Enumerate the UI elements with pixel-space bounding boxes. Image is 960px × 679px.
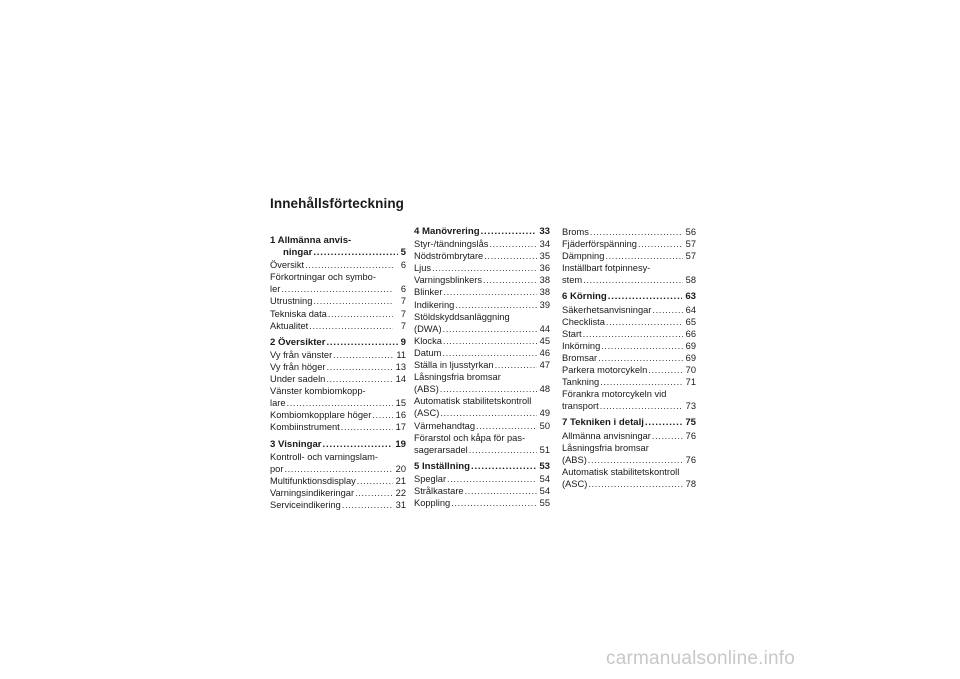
toc-entry-title: Vy från höger [270, 361, 326, 372]
toc-entry-title: Översikt [270, 260, 305, 271]
toc-page-number: 69 [685, 340, 696, 351]
toc-entry-stalla-in-ljusstyrkan[interactable] [414, 359, 550, 371]
toc-entry-varningsindikeringar[interactable] [270, 487, 406, 499]
toc-page-number: 54 [539, 473, 550, 484]
dot-leader [588, 454, 683, 466]
toc-entry-por[interactable] [270, 463, 406, 475]
dot-leader [284, 463, 392, 475]
toc-entry-title: Multifunktionsdisplay [270, 475, 356, 486]
toc-section-3-visningar[interactable] [270, 439, 406, 451]
dot-leader [451, 497, 536, 509]
toc-page-number: 63 [685, 291, 696, 303]
toc-page-number: 34 [539, 239, 550, 250]
toc-page-number: 7 [400, 296, 406, 307]
dot-leader [645, 417, 682, 429]
toc-entry-abs[interactable] [562, 454, 696, 466]
toc-entry-title: 3 Visningar [270, 438, 322, 450]
toc-entry-parkera-motorcykeln[interactable] [562, 364, 696, 376]
toc-entry-dwa[interactable] [414, 323, 550, 335]
dot-leader [600, 376, 682, 388]
toc-page-number: 39 [539, 299, 550, 310]
toc-page-number: 20 [395, 463, 406, 474]
dot-leader [357, 475, 393, 487]
dot-leader [476, 420, 537, 432]
toc-entry-title: Utrustning [270, 296, 313, 307]
toc-page-number: 69 [685, 352, 696, 363]
toc-entry-kombiomkopplare-hoger[interactable] [270, 409, 406, 421]
toc-page-number: 58 [685, 275, 696, 286]
toc-entry-title: sagerarsadel [414, 444, 468, 455]
dot-leader [326, 337, 397, 349]
toc-entry-klocka[interactable] [414, 335, 550, 347]
toc-page-number: 71 [685, 377, 696, 388]
dot-leader [443, 323, 537, 335]
toc-entry-title: Vy från vänster [270, 349, 333, 360]
toc-entry-title: Allmänna anvisningar [562, 430, 651, 441]
toc-entry-title: Blinker [414, 287, 443, 298]
toc-entry-title: por [270, 463, 284, 474]
toc-page-number: 5 [400, 247, 406, 259]
toc-line-lasningsfria-bromsar: Låsningsfria bromsar [414, 372, 501, 383]
toc-entry-multifunktionsdisplay[interactable] [270, 475, 406, 487]
toc-page-number: 64 [685, 304, 696, 315]
toc-entry-indikering[interactable] [414, 299, 550, 311]
toc-page-number: 51 [539, 444, 550, 455]
dot-leader [483, 274, 537, 286]
toc-page-number: 9 [400, 336, 406, 348]
toc-entry-title: Säkerhetsanvisningar [562, 304, 652, 315]
toc-entry-title: Ljus [414, 263, 432, 274]
toc-entry-varningsblinkers[interactable] [414, 274, 550, 286]
toc-entry-title: Varningsblinkers [414, 275, 483, 286]
toc-page-number: 6 [400, 260, 406, 271]
toc-entry-title: Fjäderförspänning [562, 239, 637, 250]
toc-column-3 [562, 226, 696, 490]
dot-leader [447, 473, 537, 485]
dot-leader [440, 383, 537, 395]
dot-leader [484, 250, 536, 262]
toc-page-number: 6 [400, 284, 406, 295]
toc-page-number: 36 [539, 263, 550, 274]
toc-entry-title: Nödströmbrytare [414, 251, 484, 262]
toc-section-4-manovrering[interactable] [414, 226, 550, 238]
toc-entry-koppling[interactable] [414, 497, 550, 509]
toc-section-5-installning[interactable] [414, 461, 550, 473]
dot-leader [287, 397, 393, 409]
toc-entry-title: Styr-/tändningslås [414, 239, 489, 250]
toc-entry-ljus[interactable] [414, 262, 550, 274]
toc-line-automatisk-stabilitetskontroll: Automatisk stabilitetskontroll [414, 396, 532, 407]
dot-leader [489, 238, 536, 250]
toc-entry-title: Serviceindikering [270, 499, 341, 510]
toc-page-number: 70 [685, 365, 696, 376]
toc-entry-title: 6 Körning [562, 291, 607, 303]
toc-page-number: 65 [685, 316, 696, 327]
toc-entry-abs[interactable] [414, 383, 550, 395]
watermark: carmanualsonline.info [606, 648, 796, 669]
toc-entry-title: Inkörning [562, 340, 601, 351]
toc-page-number: 76 [685, 430, 696, 441]
toc-page-number: 15 [395, 398, 406, 409]
dot-leader [608, 291, 683, 303]
toc-entry-inkorning[interactable] [562, 340, 696, 352]
toc-entry-title: 5 Inställning [414, 460, 470, 472]
dot-leader [440, 407, 536, 419]
toc-entry-broms[interactable] [562, 226, 696, 238]
toc-page-number: 57 [685, 251, 696, 262]
dot-leader [305, 259, 393, 271]
toc-line-vanster-kombiomkopp: Vänster kombiomkopp- [270, 386, 366, 397]
dot-leader [309, 320, 393, 332]
toc-entry-bromsar[interactable] [562, 352, 696, 364]
dot-leader [465, 485, 537, 497]
toc-entry-title: Aktualitet [270, 320, 309, 331]
toc-page-number: 11 [396, 349, 406, 360]
toc-entry-title: (ASC) [562, 478, 588, 489]
toc-page-number: 19 [395, 438, 406, 450]
toc-page-number: 56 [685, 227, 696, 237]
toc-page-number: 7 [400, 320, 406, 331]
toc-column-2 [414, 226, 550, 509]
toc-entry-dampning[interactable] [562, 250, 696, 262]
dot-leader [652, 304, 682, 316]
dot-leader [355, 487, 393, 499]
toc-entry-title: Kombiinstrument [270, 422, 340, 433]
toc-entry-vy-fran-vanster[interactable] [270, 349, 406, 361]
toc-page-number: 75 [685, 417, 696, 429]
toc-page-number: 76 [685, 454, 696, 465]
dot-leader [333, 349, 393, 361]
toc-entry-title: Checklista [562, 316, 605, 327]
toc-entry-vy-fran-hoger[interactable] [270, 361, 406, 373]
dot-leader [443, 335, 537, 347]
toc-entry-kombiinstrument[interactable] [270, 421, 406, 433]
toc-page-number: 46 [539, 347, 550, 358]
toc-entry-tekniska-data[interactable] [270, 308, 406, 320]
toc-entry-title: Koppling [414, 498, 451, 509]
dot-leader [605, 250, 682, 262]
toc-page-number: 48 [539, 384, 550, 395]
toc-entry-nodstrombrytare[interactable] [414, 250, 550, 262]
toc-page-number: 13 [395, 361, 406, 372]
toc-page-number: 49 [539, 408, 550, 419]
toc-entry-title: Dämpning [562, 251, 605, 262]
toc-page-number: 31 [395, 499, 406, 510]
toc-entry-asc[interactable] [562, 478, 696, 490]
toc-entry-title: (ABS) [562, 454, 587, 465]
toc-line-lasningsfria-bromsar: Låsningsfria bromsar [562, 442, 649, 453]
dot-leader [481, 226, 537, 238]
toc-page-number: 73 [685, 401, 696, 412]
dot-leader [648, 364, 682, 376]
toc-entry-asc[interactable] [414, 407, 550, 419]
dot-leader [588, 478, 682, 490]
toc-page-number: 35 [539, 251, 550, 262]
toc-page-number: 33 [539, 226, 550, 237]
toc-entry-stralkastare[interactable] [414, 485, 550, 497]
toc-entry-title: Värmehandtag [414, 420, 475, 431]
toc-entry-sakerhetsanvisningar[interactable] [562, 304, 696, 316]
dot-leader [313, 247, 397, 259]
toc-entry-stem[interactable] [562, 274, 696, 286]
toc-page-number: 22 [395, 487, 406, 498]
toc-line-forarstol-och-kapa-for-pas: Förarstol och kåpa för pas- [414, 432, 526, 443]
toc-entry-utrustning[interactable] [270, 295, 406, 307]
toc-section-6-korning[interactable] [562, 291, 696, 303]
toc-entry-title: Under sadeln [270, 374, 326, 385]
dot-leader [583, 274, 683, 286]
toc-page-number: 47 [539, 360, 550, 371]
toc-entry-title: stem [562, 275, 583, 286]
dot-leader [590, 226, 683, 238]
toc-entry-title: 4 Manövrering [414, 226, 480, 237]
toc-entry-title: Speglar [414, 473, 447, 484]
toc-entry-varmehandtag[interactable] [414, 420, 550, 432]
toc-entry-start[interactable] [562, 328, 696, 340]
toc-entry-title: Tankning [562, 377, 600, 388]
toc-entry-title: Bromsar [562, 352, 598, 363]
toc-page-number: 45 [539, 335, 550, 346]
toc-entry-blinker[interactable] [414, 286, 550, 298]
toc-page-number: 57 [685, 239, 696, 250]
toc-entry-title: (ABS) [414, 384, 439, 395]
toc-entry-title: 2 Översikter [270, 336, 326, 348]
toc-page-number: 17 [395, 422, 406, 433]
toc-page-number: 54 [539, 485, 550, 496]
toc-entry-ler[interactable] [270, 283, 406, 295]
toc-entry-allmanna-anvisningar[interactable] [562, 430, 696, 442]
dot-leader [328, 308, 393, 320]
toc-entry-datum[interactable] [414, 347, 550, 359]
toc-entry-title: Broms [562, 227, 589, 237]
toc-entry-title: lare [270, 398, 286, 409]
toc-page-number: 7 [400, 308, 406, 319]
toc-page-number: 53 [539, 460, 550, 472]
toc-line-forkortningar-och-symbo: Förkortningar och symbo- [270, 272, 376, 283]
dot-leader [443, 286, 536, 298]
dot-leader [598, 352, 683, 364]
toc-page-number: 78 [685, 478, 696, 489]
dot-leader [326, 373, 392, 385]
toc-column-1 [270, 235, 406, 511]
toc-entry-sagerarsadel[interactable] [414, 444, 550, 456]
toc-entry-checklista[interactable] [562, 316, 696, 328]
toc-line-kontroll-och-varningslam: Kontroll- och varningslam- [270, 451, 378, 462]
dot-leader [583, 328, 683, 340]
toc-entry-title: Tekniska data [270, 308, 327, 319]
toc-entry-fjaderforspanning[interactable] [562, 238, 696, 250]
toc-page-number: 38 [539, 287, 550, 298]
toc-entry-title: Parkera motorcykeln [562, 365, 648, 376]
toc-line-installbart-fotpinnesy: Inställbart fotpinnesy- [562, 263, 651, 274]
toc-entry-serviceindikering[interactable] [270, 499, 406, 511]
toc-page-number: 55 [539, 498, 550, 509]
toc-entry-title: (DWA) [414, 323, 442, 334]
dot-leader [326, 361, 392, 373]
toc-entry-title: transport [562, 401, 599, 412]
toc-entry-styr-tandningslas[interactable] [414, 238, 550, 250]
dot-leader [471, 461, 536, 473]
toc-entry-title: ningar [283, 247, 313, 259]
dot-leader [342, 499, 393, 511]
toc-page-number: 38 [539, 275, 550, 286]
toc-entry-title: Start [562, 328, 582, 339]
toc-line-automatisk-stabilitetskontroll: Automatisk stabilitetskontroll [562, 466, 680, 477]
toc-entry-lare[interactable] [270, 397, 406, 409]
dot-leader [652, 430, 683, 442]
toc-entry-transport[interactable] [562, 400, 696, 412]
toc-page-number: 66 [685, 328, 696, 339]
dot-leader [606, 316, 683, 328]
toc-entry-title: Datum [414, 347, 442, 358]
dot-leader [455, 299, 536, 311]
dot-leader [372, 409, 392, 421]
toc-entry-speglar[interactable] [414, 473, 550, 485]
toc-page-number: 50 [539, 420, 550, 431]
toc-entry-title: Kombiomkopplare höger [270, 410, 372, 421]
page-title: Innehållsförteckning [270, 196, 405, 211]
dot-leader [323, 439, 393, 451]
toc-entry-title: Varningsindikeringar [270, 487, 355, 498]
dot-leader [341, 421, 393, 433]
dot-leader [601, 340, 682, 352]
dot-leader [432, 262, 537, 274]
toc-entry-under-sadeln[interactable] [270, 373, 406, 385]
toc-section-7-tekniken-i-detalj[interactable] [562, 417, 696, 429]
toc-entry-aktualitet[interactable] [270, 320, 406, 332]
toc-entry-title: Ställa in ljusstyrkan [414, 360, 494, 371]
toc-line-forankra-motorcykeln-vid: Förankra motorcykeln vid [562, 389, 667, 400]
toc-entry-tankning[interactable] [562, 376, 696, 388]
toc-entry-title: 7 Tekniken i detalj [562, 417, 644, 429]
dot-leader [442, 347, 536, 359]
toc-line-stoldskyddsanlaggning: Stöldskyddsanläggning [414, 311, 510, 322]
toc-entry-oversikt[interactable] [270, 259, 406, 271]
dot-leader [638, 238, 683, 250]
toc-page-number: 21 [395, 475, 406, 486]
dot-leader [600, 400, 683, 412]
dot-leader [313, 295, 393, 307]
dot-leader [469, 444, 537, 456]
toc-entry-title: Indikering [414, 299, 455, 310]
toc-entry-title: Klocka [414, 335, 442, 346]
toc-page-number: 14 [395, 374, 406, 385]
dot-leader [495, 359, 537, 371]
toc-entry-title: (ASC) [414, 408, 440, 419]
toc-page-number: 44 [539, 323, 550, 334]
toc-entry-title: ler [270, 284, 281, 295]
toc-entry-title: Strålkastare [414, 485, 464, 496]
dot-leader [281, 283, 393, 295]
toc-line-1-allmanna-anvis: 1 Allmänna anvis- [270, 235, 352, 246]
toc-page-number: 16 [395, 410, 406, 421]
toc-section-ningar[interactable] [270, 247, 406, 259]
toc-section-2-oversikter[interactable] [270, 337, 406, 349]
